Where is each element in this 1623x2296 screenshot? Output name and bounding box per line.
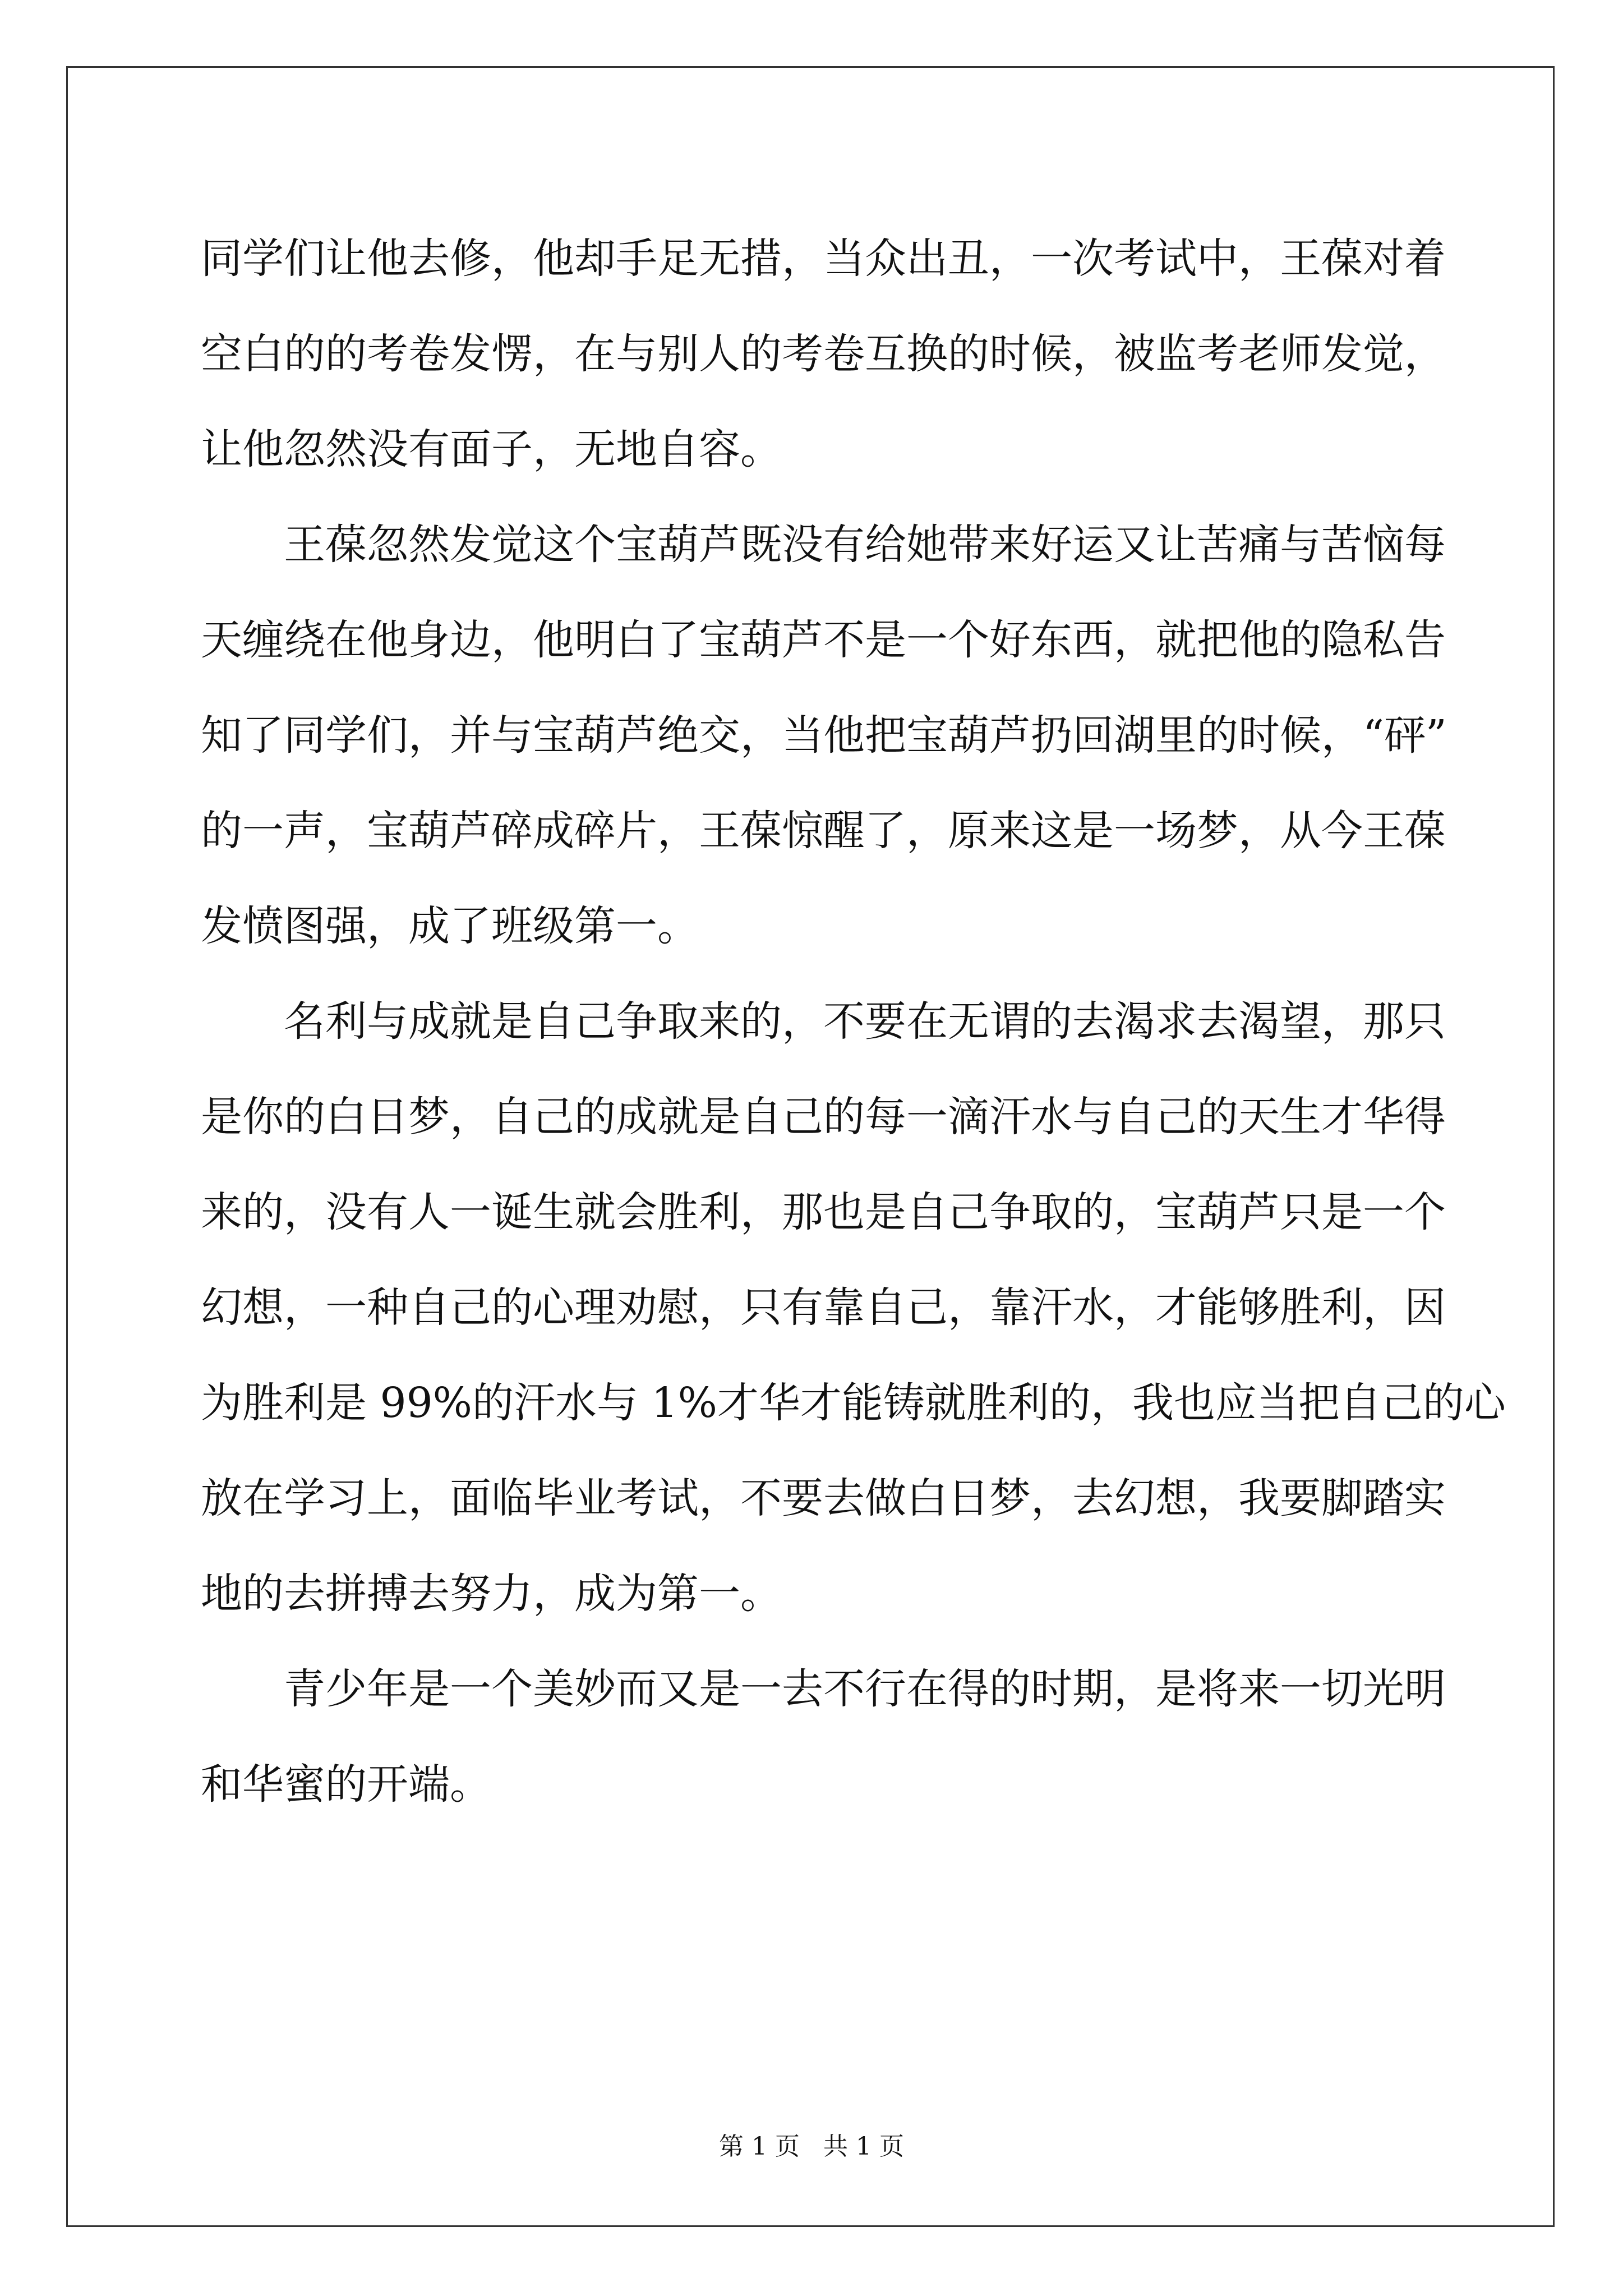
paragraph [201,974,1506,1641]
text-line: 放在学习上，面临毕业考试，不要去做白日梦，去幻想，我要脚踏实 [201,1474,1446,1522]
text-line: 和华蜜的开端。 [201,1760,491,1809]
text-line: 幻想，一种自己的心理劝慰，只有靠自己，靠汗水，才能够胜利，因 [201,1283,1446,1332]
document-body [201,211,1506,1832]
text-line: 王葆忽然发觉这个宝葫芦既没有给她带来好运又让苦痛与苦恼每 [284,521,1446,569]
text-line: 地的去拼搏去努力，成为第一。 [201,1570,782,1618]
page-number-footer: 第 1 页 共 1 页 [719,2132,904,2161]
text-line: 天缠绕在他身边，他明白了宝葫芦不是一个好东西，就把他的隐私告 [201,616,1446,664]
paragraph [201,211,1446,497]
text-line: 的一声，宝葫芦碎成碎片，王葆惊醒了，原来这是一场梦，从今王葆 [201,807,1446,855]
text-line: 名利与成就是自己争取来的，不要在无谓的去渴求去渴望，那只 [284,997,1446,1046]
text-line: 让他忽然没有面子，无地自容。 [201,425,782,473]
text-line: 发愤图强，成了班级第一。 [201,902,699,950]
paragraph [201,497,1447,974]
text-line: 是你的白日梦，自己的成就是自己的每一滴汗水与自己的天生才华得 [201,1093,1446,1141]
paragraph [201,1641,1446,1832]
text-line: 来的，没有人一诞生就会胜利，那也是自己争取的，宝葫芦只是一个 [201,1188,1446,1236]
text-line: 青少年是一个美妙而又是一去不行在得的时期，是将来一切光明 [284,1665,1446,1713]
text-line: 同学们让他去修，他却手足无措，当众出丑，一次考试中，王葆对着 [201,234,1446,283]
text-line: 知了同学们，并与宝葫芦绝交，当他把宝葫芦扔回湖里的时候，“砰” [201,711,1447,760]
text-line: 空白的的考卷发愣，在与别人的考卷互换的时候，被监考老师发觉， [201,330,1446,378]
text-line: 为胜利是 99%的汗水与 1%才华才能铸就胜利的，我也应当把自己的心 [201,1379,1506,1427]
